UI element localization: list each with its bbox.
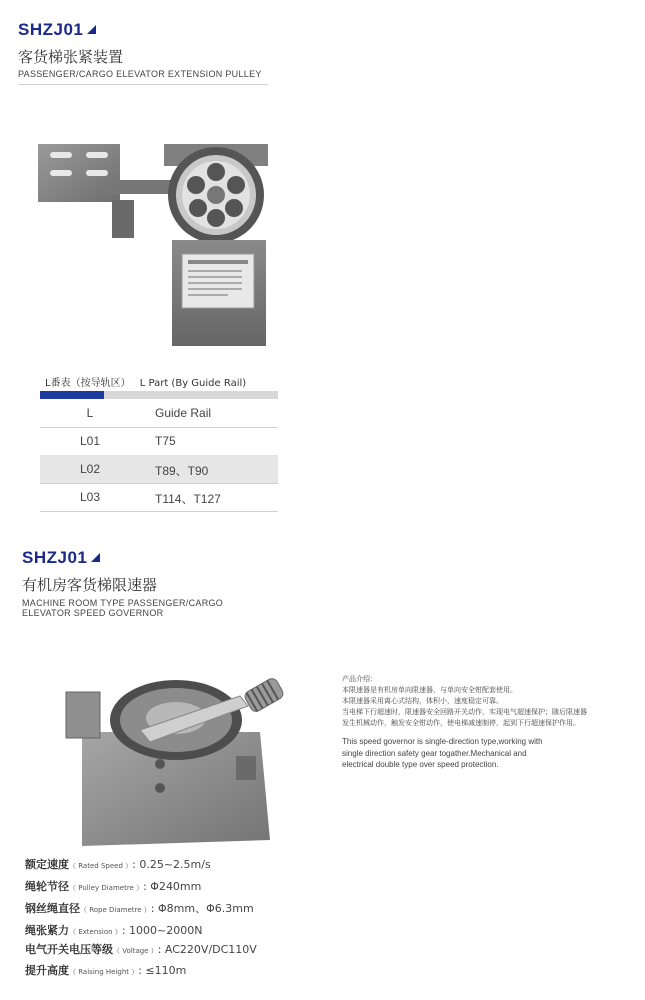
table-heading: [45, 374, 246, 389]
description-cn-line: 当电梯下行超速时，限速器安全回路开关动作，实现电气超速保护；随后限速器: [342, 708, 587, 716]
description-cn-line: 本限速器是有机房单向限速器，与单向安全钳配套使用。: [342, 686, 517, 694]
table-header-bar-accent: [40, 391, 104, 399]
description-cn: [342, 674, 587, 729]
spec-raising-height: 提升高度（ Raising Height ）: ≤110m: [25, 964, 187, 977]
column-header-l: L: [86, 406, 94, 420]
extension-pulley-image: [36, 140, 276, 350]
spec-pulley-diametre: 绳轮节径（ Pulley Diametre ）: Φ240mm: [25, 880, 202, 893]
section1-title-en: PASSENGER/CARGO ELEVATOR EXTENSION PULLEY: [18, 69, 262, 79]
section2-title-en-line2: ELEVATOR SPEED GOVERNOR: [22, 608, 164, 618]
section1-title-cn: 客货梯张紧装置: [18, 48, 124, 66]
table-cell: T89、T90: [155, 464, 209, 478]
table-heading-cn: L番表（按导轨区）: [45, 378, 131, 389]
description-cn-line: 本限速器采用离心式结构，体积小，速度稳定可靠。: [342, 697, 503, 705]
description-cn-line: 产品介绍：: [342, 675, 377, 683]
description-en-line: electrical double type over speed protection.: [342, 760, 499, 769]
table-cell: T75: [155, 434, 176, 448]
section2-code: SHZJ01: [22, 548, 100, 568]
table-cell: L03: [79, 490, 101, 504]
column-header-guide-rail: Guide Rail: [155, 406, 212, 420]
section2-title-en-line1: MACHINE ROOM TYPE PASSENGER/CARGO: [22, 598, 224, 608]
table-heading-en: L Part (By Guide Rail): [139, 378, 247, 389]
section2-title-cn: 有机房客货梯限速器: [22, 576, 158, 594]
table-row: [40, 455, 278, 484]
description-cn-line: 发生机械动作，触发安全钳动作，使电梯减速制停，起到下行超速保护作用。: [342, 719, 580, 727]
spec-rated-speed: 额定速度（ Rated Speed ）: 0.25~2.5m/s: [25, 858, 211, 871]
table-header-bar: [40, 391, 278, 399]
section1-divider: [18, 84, 268, 85]
speed-governor-image: [60, 660, 290, 850]
spec-rope-diametre: 钢丝绳直径（ Rope Diametre ）: Φ8mm、Φ6.3mm: [25, 902, 254, 915]
table-cell: L01: [79, 434, 101, 448]
spec-extension: 绳张紧力（ Extension ）: 1000~2000N: [25, 924, 203, 937]
triangle-marker-icon: [91, 553, 100, 562]
section1-code: SHZJ01: [18, 20, 96, 40]
table-row: [40, 427, 278, 456]
table-row: [40, 483, 278, 512]
table-cell: T114、T127: [155, 492, 221, 506]
table-cell: L02: [79, 462, 101, 476]
description-en-line: single direction safety gear togather.Mechanical and: [342, 748, 527, 758]
spec-voltage: 电气开关电压等级（ Voltage ）: AC220V/DC110V: [25, 943, 257, 956]
description-en: [342, 736, 543, 771]
table-header-row: [40, 399, 278, 428]
description-en-line: This speed governor is single-direction type,working with: [342, 737, 543, 746]
triangle-marker-icon: [87, 25, 96, 34]
